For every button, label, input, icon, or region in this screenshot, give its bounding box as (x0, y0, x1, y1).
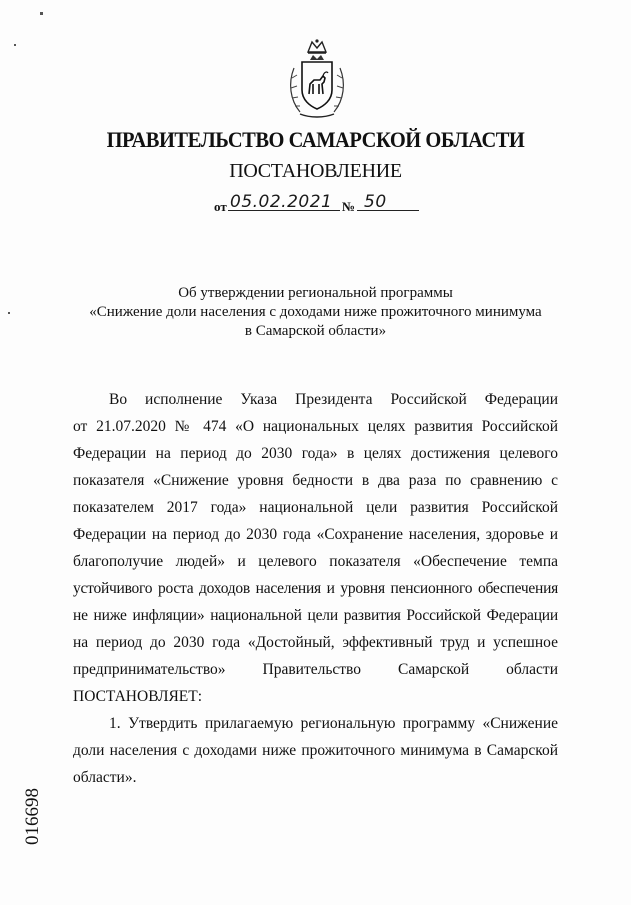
number-prefix: № (342, 199, 356, 214)
handwritten-date: 05.02.2021 (230, 192, 333, 212)
body-line: показателем 2017 года» национальной цели развития Российской (73, 499, 558, 516)
government-title: ПРАВИТЕЛЬСТВО САМАРСКОЙ ОБЛАСТИ (106, 127, 525, 152)
document-subject (0, 284, 631, 341)
body-line: устойчивого роста доходов населения и уровня пенсионного обеспечения (73, 580, 558, 597)
body-line-clause-1: 1. Утвердить прилагаемую региональную программу «Снижение (109, 715, 558, 732)
document-type: ПОСТАНОВЛЕНИЕ (229, 160, 402, 182)
subject-line: Об утверждении региональной программы (178, 285, 453, 301)
subject-line: в Самарской области» (244, 323, 387, 339)
scan-speck (8, 312, 10, 314)
body-line: Во исполнение Указа Президента Российской Федерации (109, 391, 558, 408)
body-line: не ниже инфляции» национальной цели развития Российской Федерации (73, 607, 558, 624)
scan-speck (14, 44, 16, 46)
body-line: от 21.07.2020 № 474 «О национальных целях развития Российской (73, 418, 558, 435)
body-line: благополучие людей» и целевого показателя «Обеспечение темпа (73, 553, 558, 570)
subject-line: «Снижение доли населения с доходами ниже прожиточного минимума (89, 304, 542, 320)
body-line-resolves: ПОСТАНОВЛЯЕТ: (73, 688, 203, 705)
body-line: Федерации на период до 2030 года» в целях достижения целевого (73, 445, 558, 462)
body-line: доли населения с доходами ниже прожиточного минимума в Самарской (73, 742, 558, 759)
body-line: предпринимательство» Правительство Самарской области (73, 661, 558, 678)
scan-speck (40, 12, 43, 15)
body-line: Федерации на период до 2030 года «Сохранение населения, здоровье и (73, 526, 558, 543)
margin-serial-number: 016698 (22, 788, 43, 845)
coat-of-arms-emblem (286, 38, 348, 120)
resolution-body (73, 386, 558, 791)
body-line: области». (73, 769, 137, 786)
body-line: показателя «Снижение уровня бедности в два раза по сравнению с (73, 472, 558, 489)
handwritten-number: 50 (364, 192, 387, 212)
date-prefix: от (214, 199, 227, 214)
body-line: на период до 2030 года «Достойный, эффективный труд и успешное (73, 634, 558, 651)
